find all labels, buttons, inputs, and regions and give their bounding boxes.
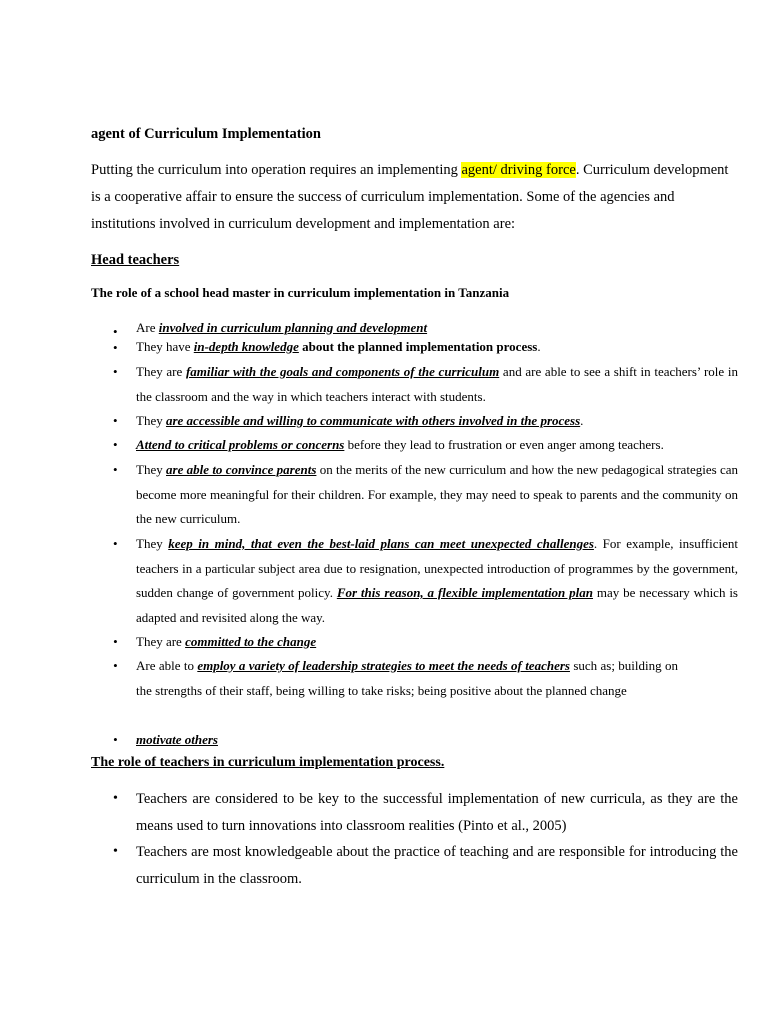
highlighted-text: agent/ driving force	[461, 162, 576, 178]
list-item: They have in-depth knowledge about the planned implementation process.	[136, 339, 541, 354]
head-teachers-subheading: The role of a school head master in curriculum implementation in Tanzania	[91, 285, 510, 300]
bullet: •	[113, 324, 118, 339]
list-item: They are committed to the change	[136, 634, 317, 649]
bullet: •	[113, 536, 118, 551]
list-item: Are involved in curriculum planning and development	[136, 320, 428, 335]
list-item: They are accessible and willing to communicate with others involved in the process.	[136, 413, 584, 428]
bullet: •	[113, 437, 118, 452]
section-heading: agent of Curriculum Implementation	[91, 126, 321, 142]
list-item: motivate others	[136, 732, 218, 747]
list-item: They are familiar with the goals and components of the curriculum and are able to see a shift in teachers’ role in the classroom and the way in which teachers interact with students.	[136, 364, 738, 404]
bullet: •	[113, 634, 118, 649]
bullet: •	[113, 462, 118, 477]
bullet: •	[113, 413, 118, 428]
bullet: •	[113, 844, 118, 859]
list-item: Attend to critical problems or concerns before they lead to frustration or even anger among teachers.	[136, 437, 664, 452]
head-teachers-heading: Head teachers	[91, 252, 180, 268]
bullet: •	[113, 364, 118, 379]
intro-text-cont: . Curriculum development is a cooperative affair to ensure the success of curriculum implementation. Some of the agencies and institutions involved in curriculum development and implementation are:	[91, 162, 729, 232]
intro-paragraph	[91, 157, 741, 238]
teachers-role-heading: The role of teachers in curriculum implementation process.	[91, 755, 445, 770]
bullet: •	[113, 658, 118, 673]
list-item: Are able to employ a variety of leadership strategies to meet the needs of teachers such as; building on the strengths of their staff, being willing to take risks; being positive about the planned change	[136, 658, 678, 698]
bullet: •	[113, 340, 118, 355]
bullet: •	[113, 791, 118, 806]
bullet: •	[113, 732, 118, 747]
list-item: Teachers are considered to be key to the successful implementation of new curricula, as they are the means used to turn innovations into classroom realities (Pinto et al., 2005)	[136, 791, 738, 834]
list-item: Teachers are most knowledgeable about the practice of teaching and are responsible for introducing the curriculum in the classroom.	[136, 844, 738, 887]
intro-text: Putting the curriculum into operation requires an implementing	[91, 162, 462, 178]
list-item: They keep in mind, that even the best-laid plans can meet unexpected challenges. For example, insufficient teachers in a particular subject area due to resignation, unexpected introduction of programmes by the government, sudden change of government policy. For this reason, a flexible implementation plan may be necessary which is adapted and revisited along the way.	[136, 536, 739, 625]
list-item: They are able to convince parents on the merits of the new curriculum and how the new pedagogical strategies can become more meaningful for their children. For example, they may need to speak to parents and the community on the new curriculum.	[136, 462, 738, 526]
